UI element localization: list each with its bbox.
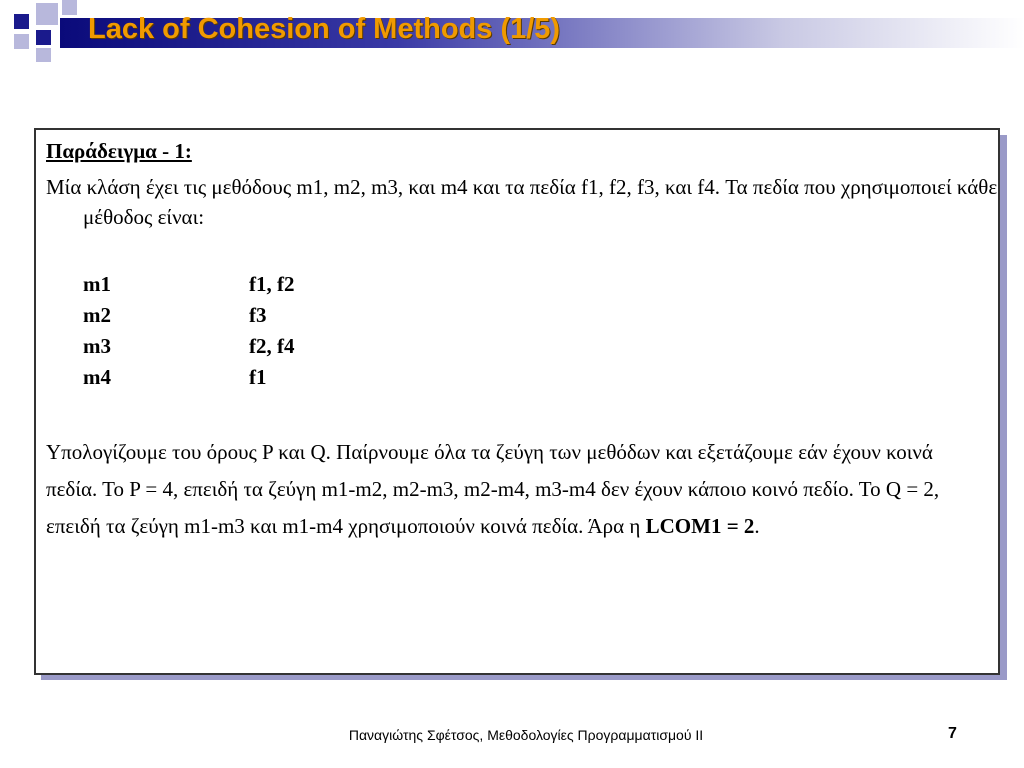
slide-title: Lack of Cohesion of Methods (1/5) (88, 13, 561, 45)
paragraph-text: Υπολογίζουμε του όρους P και Q. Παίρνουμε όλα τα ζεύγη των μεθόδων και εξετάζουμε εάν έχουν κοινά πεδία. Το P = 4, επειδή τα ζεύγη m1-m2, m2-m3, m2-m4, m3-m4 δεν έχουν κάποιο κοινό πεδίο. Το Q = 2, επειδή τα ζεύγη m1-m3 και m1-m4 χρησιμοποιούν κοινά πεδία. Άρα η (46, 440, 940, 538)
method-row (83, 272, 295, 297)
page-number: 7 (948, 725, 957, 742)
method-row (83, 303, 267, 328)
intro-text: Μία κλάση έχει τις μεθόδους m1, m2, m3, και m4 και τα πεδία f1, f2, f3, και f4. Τα πεδία που χρησιμοποιεί κάθε μέθοδος είναι: (46, 175, 998, 229)
decorative-square (14, 34, 29, 49)
decorative-square (62, 0, 77, 15)
method-fields: f2, f4 (249, 334, 295, 358)
decorative-square (14, 14, 29, 29)
decorative-square (36, 48, 51, 62)
method-fields: f3 (249, 303, 267, 327)
decorative-square (36, 3, 58, 25)
example-title: Παράδειγμα - 1: (46, 139, 192, 163)
lcom-result: LCOM1 = 2 (645, 514, 755, 538)
method-fields: f1 (249, 365, 267, 389)
method-row (83, 365, 267, 390)
method-row (83, 334, 295, 359)
method-fields: f1, f2 (249, 272, 295, 296)
footer-text: Παναγιώτης Σφέτσος, Μεθοδολογίες Προγραμματισμού ΙΙ (348, 727, 704, 743)
paragraph-end: . (754, 514, 760, 538)
footer (0, 727, 1024, 743)
method-name: m4 (83, 365, 111, 389)
method-name: m1 (83, 272, 111, 296)
method-name: m3 (83, 334, 111, 358)
explanation-paragraph (46, 434, 976, 545)
decorative-square (36, 30, 51, 45)
method-name: m2 (83, 303, 111, 327)
